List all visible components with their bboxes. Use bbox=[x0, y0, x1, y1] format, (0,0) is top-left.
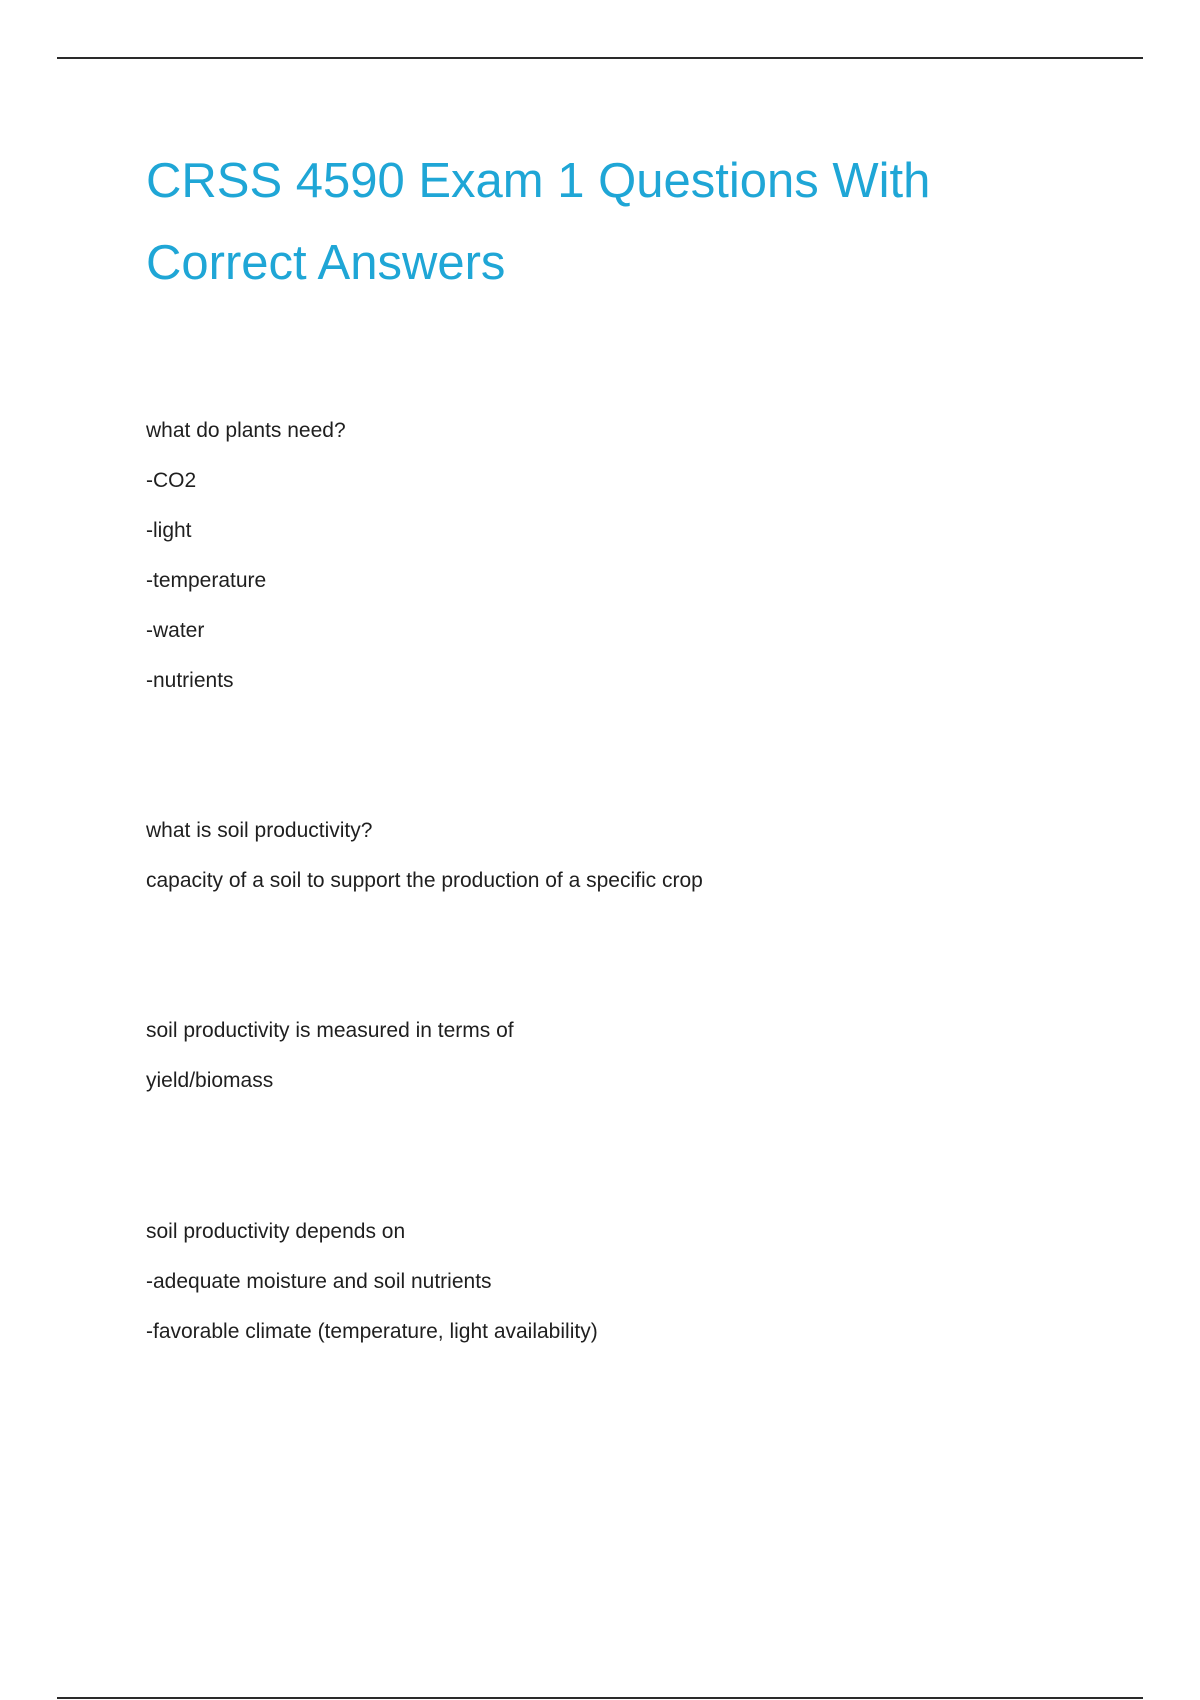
answer-text: yield/biomass bbox=[146, 1069, 274, 1092]
qa-block bbox=[146, 406, 1096, 706]
answer-text: -light bbox=[146, 519, 192, 542]
question-text: what do plants need? bbox=[146, 419, 346, 442]
top-rule bbox=[57, 57, 1143, 59]
answer-text: -favorable climate (temperature, light availability) bbox=[146, 1320, 598, 1343]
page-title: CRSS 4590 Exam 1 Questions With Correct Answers bbox=[146, 154, 931, 290]
question-text: soil productivity is measured in terms of bbox=[146, 1019, 514, 1042]
answer-text: -nutrients bbox=[146, 669, 234, 692]
bottom-rule bbox=[57, 1697, 1143, 1699]
question-text: soil productivity depends on bbox=[146, 1220, 406, 1243]
qa-block bbox=[146, 1006, 1096, 1106]
answer-text: -CO2 bbox=[146, 469, 197, 492]
answer-text: capacity of a soil to support the production of a specific crop bbox=[146, 869, 703, 892]
qa-block bbox=[146, 806, 1096, 906]
qa-block bbox=[146, 1207, 1096, 1357]
answer-text: -temperature bbox=[146, 569, 267, 592]
answer-text: -adequate moisture and soil nutrients bbox=[146, 1270, 492, 1293]
answer-text: -water bbox=[146, 619, 205, 642]
question-text: what is soil productivity? bbox=[146, 819, 373, 842]
